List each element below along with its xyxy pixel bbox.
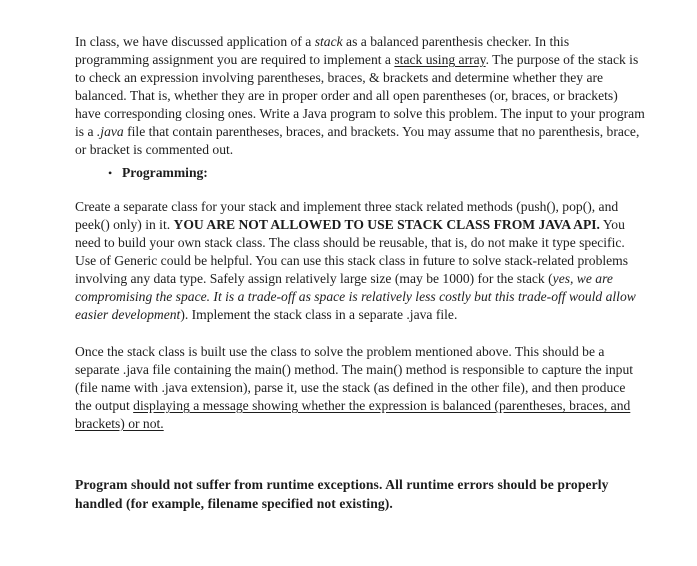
text-run: file that contain parentheses, braces, and brackets. You may assume that no parenthesis, brace, or bracket is commented out. xyxy=(75,124,640,157)
text-run: In class, we have discussed application of a xyxy=(75,34,315,49)
main-method-paragraph xyxy=(75,343,645,433)
runtime-exceptions-note: Program should not suffer from runtime exceptions. All runtime errors should be properly handled (for example, filename specified not existing). xyxy=(75,477,609,511)
text-run: You need to build your own stack class. The class should be reusable, that is, do not make it type specific. Use of Generic could be helpful. You can use this stack class in future to solve stack-related problems involving any data type. Safely assign relatively large size (may be 1000) for the stack ( xyxy=(75,217,629,286)
text-run-italic: yes, we are compromising the space. It is a trade-off as space is relatively less costly but this trade-off would allow easier development xyxy=(75,271,636,322)
text-run: as a balanced parenthesis checker. In this programming assignment you are required to implement a xyxy=(75,34,570,67)
text-run-bold: YOU ARE NOT ALLOWED TO USE STACK CLASS FROM JAVA API. xyxy=(173,217,600,232)
text-run-italic: .java xyxy=(96,124,124,139)
intro-paragraph xyxy=(75,33,645,159)
text-run-underline: displaying a message showing whether the expression is balanced (parentheses, braces, and brackets) or not. xyxy=(75,398,631,431)
assignment-text xyxy=(75,33,645,513)
stack-class-paragraph xyxy=(75,198,645,324)
text-run-underline: stack using array xyxy=(394,52,486,67)
programming-heading: Programming: xyxy=(122,165,208,180)
text-run: . The purpose of the stack is to check an expression involving parentheses, braces, & brackets and determine whether they are balanced. That is, whether they are in proper order and all open parentheses (or, braces, or brackets) have corresponding closing ones. Write a Java program to solve this problem. The input to your program is a xyxy=(75,52,645,139)
text-run: ). Implement the stack class in a separate .java file. xyxy=(180,307,458,322)
text-run: Once the stack class is built use the class to solve the problem mentioned above. This should be a separate .java file containing the main() method. The main() method is responsible to capture the input (file name with .java extension), parse it, use the stack (as defined in the other file), and then produce the output xyxy=(75,344,634,413)
text-run: Create a separate class for your stack and implement three stack related methods (push(), pop(), and peek() only) in it. xyxy=(75,199,619,232)
text-run-italic: stack xyxy=(314,34,343,49)
programming-bullet-item xyxy=(75,164,645,182)
bullet-icon: • xyxy=(108,166,113,180)
